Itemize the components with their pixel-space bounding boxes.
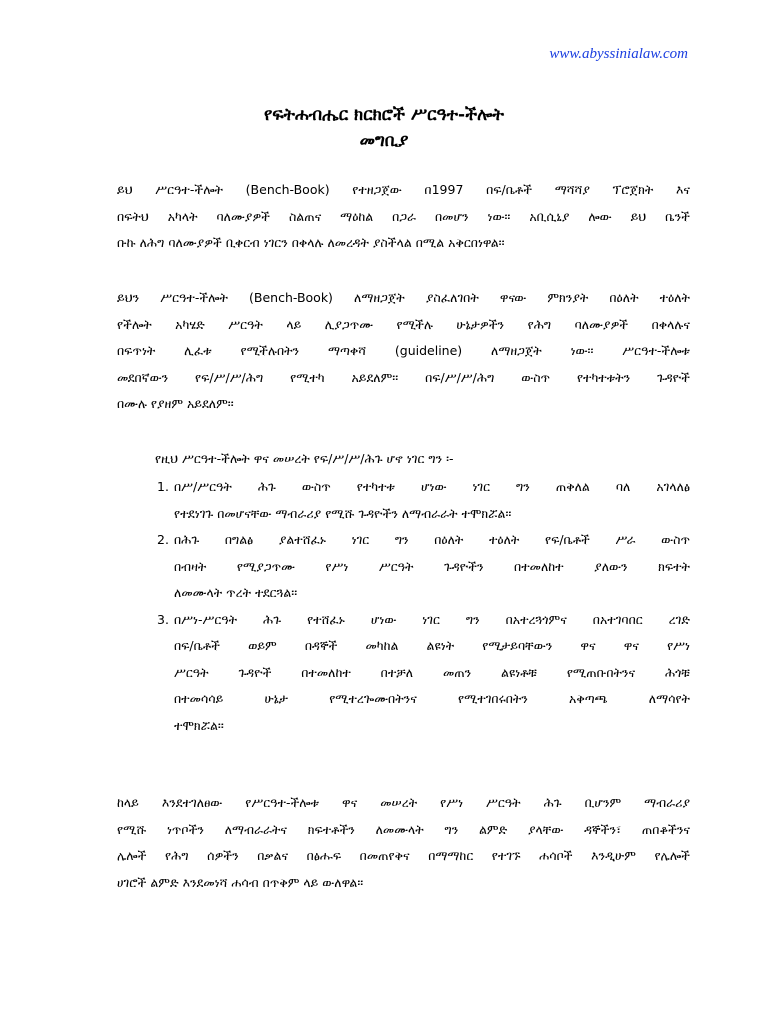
list-line: በሕጉ በግልፅ ያልተሸፈኑ ነገር ግን በዕለት ተዕለት የፍ/ቤቶች ሥራ ውስጥ bbox=[174, 532, 690, 547]
list-line: ተሞክሯል፡፡ bbox=[174, 717, 224, 733]
list-item bbox=[157, 474, 690, 527]
list-line: ሥርዓት ጉዳዮች በተመለከተ በተቻለ መጠን ልዩነቶቹ የሚጠቡበትንና ሕጎቹ bbox=[174, 664, 690, 680]
list-line: የተደነገጉ በመሆናቸው ማብራሪያ የሚሹ ጉዳዮችን ለማብራራት ተሞክሯል፡፡ bbox=[174, 505, 512, 521]
numbered-list bbox=[157, 474, 690, 739]
paragraph-line: በሙሉ የያዘም አይደለም፡፡ bbox=[117, 396, 234, 411]
paragraph-line: ሌሎች የሕግ ሰዎችን በቃልና በፅሑፍ በመጠየቅና በማማከር የተገኙ ሐሳቦች እንዲሁም የሌሎች bbox=[117, 848, 690, 863]
paragraph-purpose bbox=[117, 285, 690, 418]
paragraph-line: ቡኩ ለሕግ ባለሙያዎች ቢቀርብ ነገርን በቀላሉ ለመረዳት ያስችላል በሚል አቅርበነዋል፡፡ bbox=[117, 235, 505, 250]
list-line: በፍ/ቤቶች ወይም በዳኞች መካከል ልዩነት የሚታይባቸውን ዋና ዋና የሥነ bbox=[174, 638, 690, 653]
paragraph-line: በፍጥነት ሊፈቱ የሚችሉበትን ማጣቀሻ (guideline) ለማዘጋጀት ነው፡፡ ሥርዓተ-ችሎቱ bbox=[117, 343, 690, 358]
list-line: በሥ/ሥርዓት ሕጉ ውስጥ የተካተቱ ሆነው ነገር ግን ጠቅለል ባለ አገላለፅ bbox=[174, 479, 690, 494]
list-line: በብዛት የሚያጋጥሙ የሥነ ሥርዓት ጉዳዮችን በተመለከተ ያለውን ክፍተት bbox=[174, 558, 690, 574]
paragraph-line: ይህ ሥርዓተ-ችሎት (Bench-Book) የተዘጋጀው በ1997 በፍ/ቤቶች ማሻሻያ ፕሮጀክት እና bbox=[117, 182, 690, 197]
paragraph-line: ሀገሮች ልምድ እንደመነሻ ሐሳብ በጥቅም ላይ ውለዋል፡፡ bbox=[117, 874, 364, 890]
list-number: 1. bbox=[157, 479, 169, 494]
list-item bbox=[157, 527, 690, 607]
list-number: 3. bbox=[157, 611, 169, 627]
paragraph-line: የሚሹ ነጥቦችን ለማብራራትና ክፍተቶችን ለመሙላት ግን ልምድ ያላቸው ዳኞችን፣ ጠበቆችንና bbox=[117, 821, 690, 837]
list-line: ለመሙላት ጥረት ተደርጓል፡፡ bbox=[174, 585, 298, 600]
list-number: 2. bbox=[157, 532, 169, 547]
document-subtitle: መግቢያ bbox=[359, 131, 409, 151]
paragraph-intro bbox=[117, 177, 690, 257]
document-title: የፍትሐብሔር ክርክሮች ሥርዓተ-ችሎት bbox=[264, 105, 504, 125]
paragraph-line: መደበኛውን የፍ/ሥ/ሥ/ሕግ የሚተካ አይደለም፡፡ በፍ/ሥ/ሥ/ሕግ ውስጥ የተካተቱትን ጉዳዮች bbox=[117, 369, 690, 385]
paragraph-line: የችሎት አካሄድ ሥርዓት ላይ ሊያጋጥሙ የሚችሉ ሁኔታዎችን የሕግ ባለሙያዎች በቀላሉና bbox=[117, 316, 690, 332]
list-intro: የዚህ ሥርዓተ-ችሎት ዋና መሠረት የፍ/ሥ/ሥ/ሕጉ ሆኖ ነገር ግን ፡- bbox=[155, 451, 454, 466]
list-line: በሥነ-ሥርዓት ሕጉ የተሸፈኑ ሆነው ነገር ግን በአተረጓጎምና በአተገባበር ረገድ bbox=[174, 611, 690, 627]
title-block bbox=[0, 102, 768, 154]
list-line: በተመሳሳይ ሁኔታ የሚተረጐሙበትንና የሚተገበሩበትን አቅጣጫ ለማሳየት bbox=[174, 691, 690, 706]
site-link[interactable]: www.abyssinialaw.com bbox=[549, 46, 688, 62]
paragraph-line: ከላይ እንደተገለፀው የሥርዓተ-ችሎቱ ዋና መሠረት የሥነ ሥርዓት ሕጉ ቢሆንም ማብራሪያ bbox=[117, 795, 690, 810]
paragraph-sources bbox=[117, 790, 690, 896]
paragraph-line: ይህን ሥርዓተ-ችሎት (Bench-Book) ለማዘጋጀት ያስፈለገበት ዋናው ምክንያት በዕለት ተዕለት bbox=[117, 290, 690, 305]
paragraph-line: በፍትህ አካላት ባለሙያዎች ስልጠና ማዕከል በጋራ በመሆን ነው፡፡ አቢሲኒያ ሎው ይህ ቤንች bbox=[117, 208, 690, 224]
list-item bbox=[157, 607, 690, 740]
